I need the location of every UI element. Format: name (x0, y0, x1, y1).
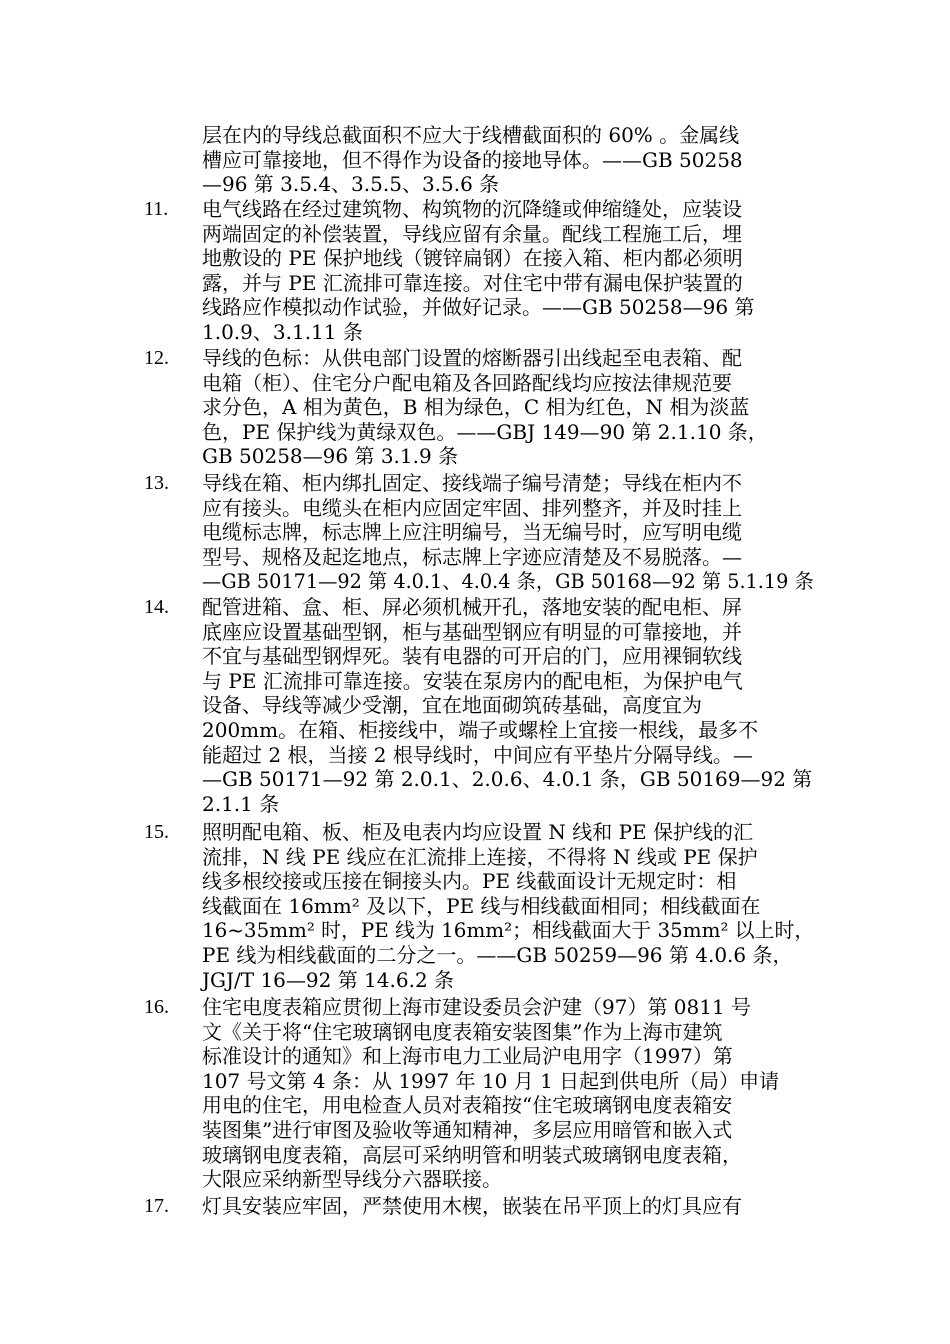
list-item-number: 11. (144, 198, 169, 220)
list-item-text (202, 197, 812, 345)
text-line: GB 50258—96 第 3.1.9 条 (202, 444, 459, 469)
list-item-text (202, 471, 812, 594)
text-line: 与 PE 汇流排可靠连接。安装在泵房内的配电柜，为保护电气 (202, 668, 743, 693)
text-line: 槽应可靠接地，但不得作为设备的接地导体。——GB 50258 (202, 147, 743, 172)
list-item-number: 13. (144, 472, 169, 494)
text-line: 流排，N 线 PE 线应在汇流排上连接，不得将 N 线或 PE 保护 (202, 844, 758, 869)
list-item-number: 17. (144, 1195, 169, 1217)
text-line: 应有接头。电缆头在柜内应固定牢固、排列整齐，并及时挂上 (202, 495, 742, 520)
text-line: 107 号文第 4 条：从 1997 年 10 月 1 日起到供电所（局）申请 (202, 1068, 780, 1093)
text-line: 电气线路在经过建筑物、构筑物的沉降缝或伸缩缝处，应装设 (202, 197, 742, 221)
text-line: JGJ/T 16—92 第 14.6.2 条 (202, 967, 455, 992)
text-line: 住宅电度表箱应贯彻上海市建设委员会沪建（97）第 0811 号 (202, 995, 752, 1019)
text-line: 地敷设的 PE 保护地线（镀锌扁钢）在接入箱、柜内都必须明 (202, 246, 743, 271)
text-line: 色，PE 保护线为黄绿双色。——GBJ 149—90 第 2.1.10 条， (202, 419, 768, 444)
text-line: 1.0.9、3.1.11 条 (202, 319, 363, 344)
text-line: 16~35mm² 时，PE 线为 16mm²；相线截面大于 35mm² 以上时， (202, 918, 815, 943)
list-item-number: 12. (144, 347, 169, 369)
list-item-text (202, 995, 812, 1192)
text-line: 导线在箱、柜内绑扎固定、接线端子编号清楚；导线在柜内不 (202, 471, 742, 495)
text-line: 配管进箱、盒、柜、屏必须机械开孔，落地安装的配电柜、屏 (202, 595, 742, 619)
text-line: 设备、导线等减少受潮，宜在地面砌筑砖基础，高度宜为 (202, 693, 702, 718)
text-line: 求分色，A 相为黄色，B 相为绿色，C 相为红色，N 相为淡蓝 (202, 395, 750, 420)
text-line: 层在内的导线总截面积不应大于线槽截面积的 60% 。金属线 (202, 123, 740, 147)
text-line: 玻璃钢电度表箱，高层可采纳明管和明装式玻璃钢电度表箱， (202, 1142, 742, 1167)
text-line: 文《关于将“住宅玻璃钢电度表箱安装图集”作为上海市建筑 (202, 1019, 723, 1044)
text-line: 能超过 2 根，当接 2 根导线时，中间应有平垫片分隔导线。— (202, 742, 753, 767)
text-line: 导线的色标：从供电部门设置的熔断器引出线起至电表箱、配 (202, 346, 742, 370)
text-line: 线多根绞接或压接在铜接头内。PE 线截面设计无规定时：相 (202, 869, 737, 894)
text-line: PE 线为相线截面的二分之一。——GB 50259—96 第 4.0.6 条， (202, 942, 793, 967)
list-item-text (202, 1194, 812, 1219)
list-item-text (202, 595, 812, 816)
list-item-text (202, 820, 815, 992)
list-item-number: 14. (144, 596, 169, 618)
text-line: 2.1.1 条 (202, 791, 280, 816)
text-line: 装图集”进行审图及验收等通知精神，多层应用暗管和嵌入式 (202, 1117, 733, 1142)
text-line: —96 第 3.5.4、3.5.5、3.5.6 条 (202, 172, 500, 197)
text-line: 线路应作模拟动作试验，并做好记录。——GB 50258—96 第 (202, 295, 755, 320)
text-line: 两端固定的补偿装置，导线应留有余量。配线工程施工后，埋 (202, 221, 742, 246)
text-line: —GB 50171—92 第 4.0.1、4.0.4 条，GB 50168—92 第 5.1.19 条 (202, 569, 814, 594)
text-line: 照明配电箱、板、柜及电表内均应设置 N 线和 PE 保护线的汇 (202, 820, 753, 844)
text-line: 线截面在 16mm² 及以下，PE 线与相线截面相同；相线截面在 (202, 893, 761, 918)
text-line: 型号、规格及起迄地点，标志牌上字迹应清楚及不易脱落。— (202, 544, 742, 569)
text-line: 标准设计的通知》和上海市电力工业局沪电用字（1997）第 (202, 1044, 733, 1069)
text-line: 底座应设置基础型钢，柜与基础型钢应有明显的可靠接地，并 (202, 619, 742, 644)
text-line: —GB 50171—92 第 2.0.1、2.0.6、4.0.1 条，GB 50169—92 第 (202, 767, 813, 792)
text-line: 200mm。在箱、柜接线中，端子或螺栓上宜接一根线，最多不 (202, 717, 759, 742)
list-item-number: 16. (144, 996, 169, 1018)
text-line: 不宜与基础型钢焊死。装有电器的可开启的门，应用裸铜软线 (202, 644, 742, 669)
list-item-text (202, 346, 812, 469)
text-line: 电缆标志牌，标志牌上应注明编号，当无编号时，应写明电缆 (202, 520, 742, 545)
continuation-paragraph (202, 123, 812, 197)
text-line: 灯具安装应牢固，严禁使用木楔，嵌装在吊平顶上的灯具应有 (202, 1194, 742, 1218)
text-line: 电箱（柜）、住宅分户配电箱及各回路配线均应按法律规范要 (202, 370, 732, 395)
text-line: 露，并与 PE 汇流排可靠连接。对住宅中带有漏电保护装置的 (202, 270, 743, 295)
list-item-number: 15. (144, 821, 169, 843)
text-line: 大限应采纳新型导线分六器联接。 (202, 1167, 502, 1192)
text-line: 用电的住宅，用电检查人员对表箱按“住宅玻璃钢电度表箱安 (202, 1093, 733, 1118)
